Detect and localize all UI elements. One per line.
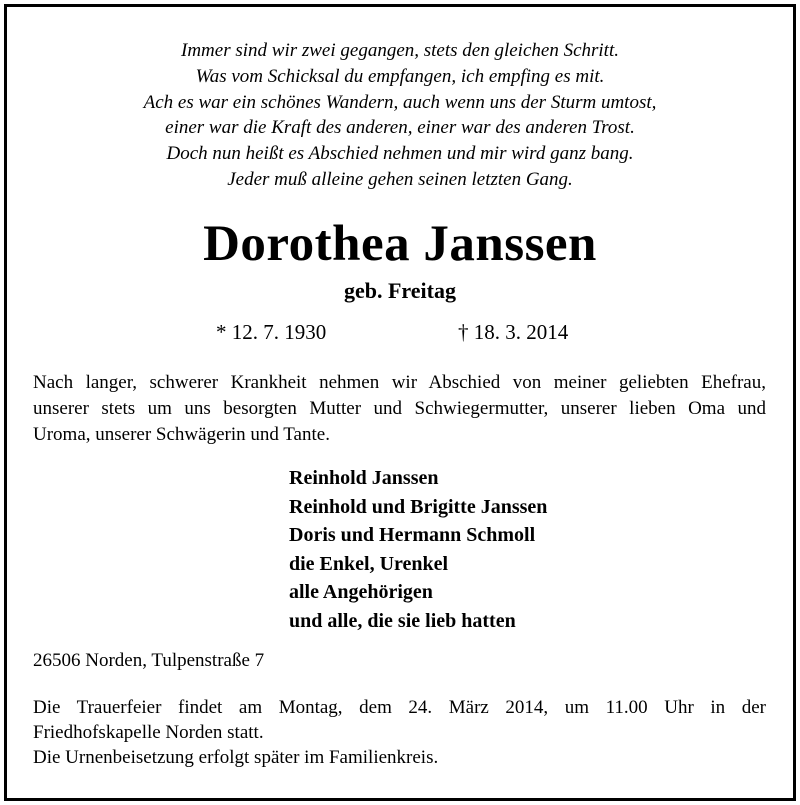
intro-line: Nach langer, schwerer Krankheit nehmen wir Abschied von meiner geliebten Ehefrau, (33, 372, 766, 393)
poem-line: Was vom Schicksal du empfangen, ich empfing es mit. (195, 65, 605, 87)
mourner-entry: Reinhold und Brigitte Janssen (289, 495, 548, 518)
poem-line: einer war die Kraft des anderen, einer war des anderen Trost. (165, 117, 635, 139)
funeral-line: Friedhofskapelle Norden statt. (33, 722, 264, 743)
poem-line: Immer sind wir zwei gegangen, stets den gleichen Schritt. (181, 40, 619, 61)
mourner-entry: und alle, die sie lieb hatten (289, 609, 516, 632)
intro-line: Uroma, unserer Schwägerin und Tante. (33, 424, 330, 445)
mourners-list (289, 464, 547, 636)
mourner-entry: die Enkel, Urenkel (289, 552, 449, 575)
intro-paragraph (33, 370, 766, 448)
poem-line: Doch nun heißt es Abschied nehmen und mir wird ganz bang. (166, 143, 634, 165)
birth-date: * 12. 7. 1930 (216, 320, 327, 344)
funeral-info (33, 695, 766, 770)
mourner-entry: alle Angehörigen (289, 581, 433, 604)
poem (0, 38, 800, 193)
maiden-name: geb. Freitag (343, 278, 456, 303)
poem-line: Ach es war ein schönes Wandern, auch wenn uns der Sturm umtost, (143, 91, 657, 113)
poem-line: Jeder muß alleine gehen seinen letzten Gang. (227, 168, 573, 190)
mourner-entry: Reinhold Janssen (289, 467, 439, 489)
death-date: † 18. 3. 2014 (458, 320, 569, 344)
mourner-entry: Doris und Hermann Schmoll (289, 524, 536, 547)
funeral-line: Die Trauerfeier findet am Montag, dem 24. März 2014, um 11.00 Uhr in der (33, 697, 766, 718)
address: 26506 Norden, Tulpenstraße 7 (33, 650, 265, 671)
intro-line: unserer stets um uns besorgten Mutter und Schwiegermutter, unserer lieben Oma und (33, 398, 766, 419)
deceased-name: Dorothea Janssen (203, 216, 597, 272)
funeral-line: Die Urnenbeisetzung erfolgt später im Familienkreis. (33, 747, 439, 768)
